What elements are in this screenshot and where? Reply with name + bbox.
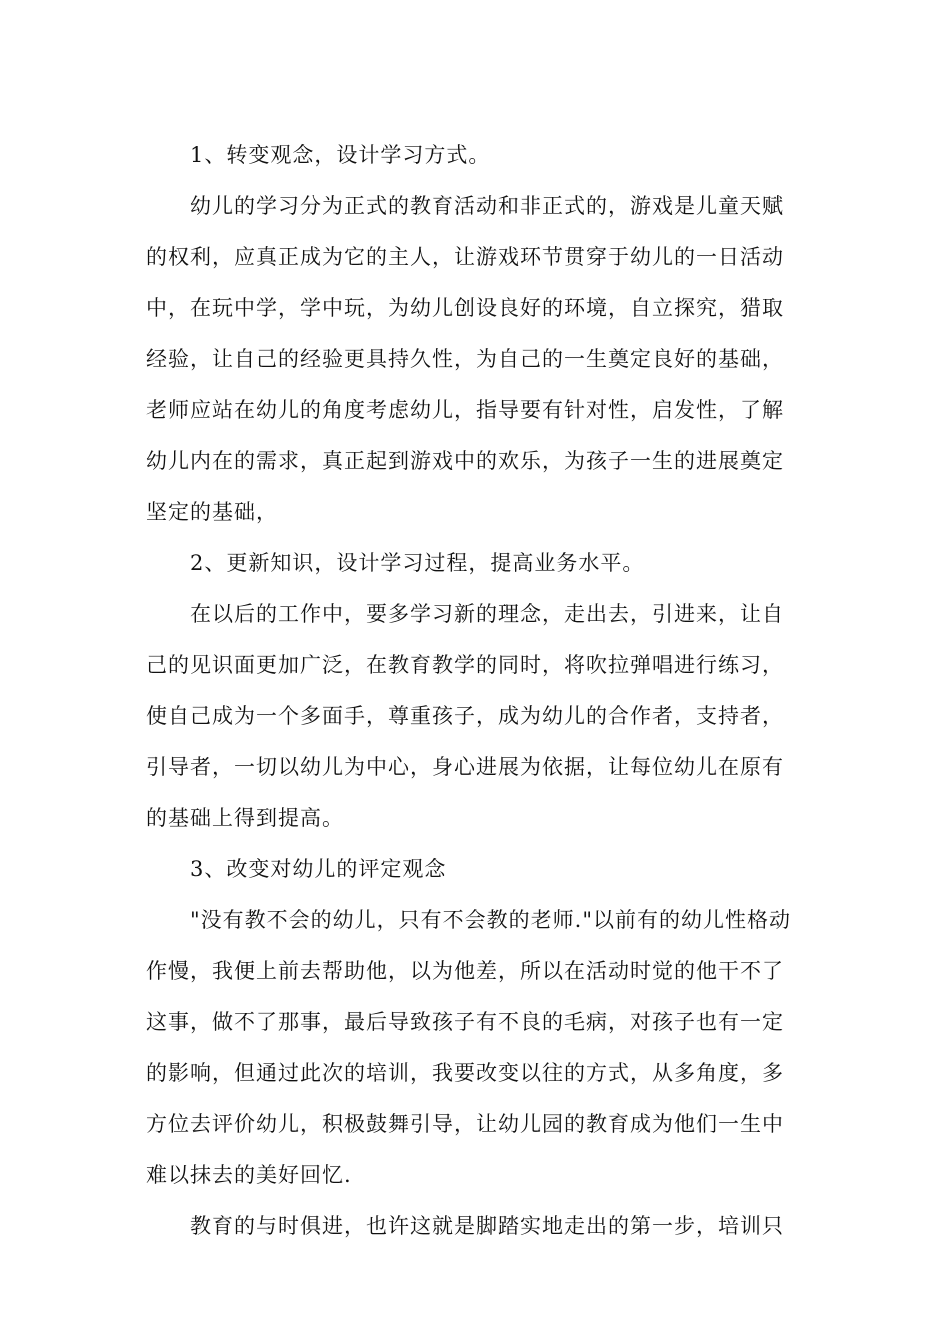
paragraph-line: 的影响，但通过此次的培训，我要改变以往的方式，从多角度，多 (146, 1061, 784, 1085)
paragraph-line: 中，在玩中学，学中玩，为幼儿创设良好的环境，自立探究，猎取 (146, 296, 784, 320)
paragraph-line: 难以抹去的美好回忆. (146, 1163, 352, 1187)
paragraph-line: 使自己成为一个多面手，尊重孩子，成为幼儿的合作者，支持者， (146, 704, 784, 728)
heading-3: 3、改变对幼儿的评定观念 (190, 857, 447, 881)
heading-2: 2、更新知识，设计学习过程，提高业务水平。 (190, 551, 645, 575)
heading-1: 1、转变观念，设计学习方式。 (190, 143, 491, 167)
paragraph-line: "没有教不会的幼儿，只有不会教的老师."以前有的幼儿性格动 (190, 908, 791, 932)
paragraph-line: 引导者，一切以幼儿为中心，身心进展为依据，让每位幼儿在原有 (146, 755, 784, 779)
paragraph-line: 幼儿的学习分为正式的教育活动和非正式的，游戏是儿童天赋 (190, 194, 784, 218)
paragraph-line: 己的见识面更加广泛，在教育教学的同时，将吹拉弹唱进行练习， (146, 653, 784, 677)
paragraph-line: 这事，做不了那事，最后导致孩子有不良的毛病，对孩子也有一定 (146, 1010, 784, 1034)
document-body (146, 130, 816, 1252)
paragraph-line: 老师应站在幼儿的角度考虑幼儿，指导要有针对性，启发性，了解 (146, 398, 784, 422)
paragraph-line: 的权利，应真正成为它的主人，让游戏环节贯穿于幼儿的一日活动 (146, 245, 784, 269)
paragraph-line: 方位去评价幼儿，积极鼓舞引导，让幼儿园的教育成为他们一生中 (146, 1112, 784, 1136)
paragraph-line: 的基础上得到提高。 (146, 806, 344, 830)
paragraph-line: 在以后的工作中，要多学习新的理念，走出去，引进来，让自 (190, 602, 784, 626)
paragraph-line: 幼儿内在的需求，真正起到游戏中的欢乐，为孩子一生的进展奠定 (146, 449, 784, 473)
paragraph-line: 作慢，我便上前去帮助他，以为他差，所以在活动时觉的他干不了 (146, 959, 784, 983)
paragraph-line: 坚定的基础， (146, 500, 278, 524)
paragraph-line: 教育的与时俱进，也许这就是脚踏实地走出的第一步，培训只 (190, 1214, 784, 1238)
paragraph-line: 经验，让自己的经验更具持久性，为自己的一生奠定良好的基础， (146, 347, 784, 371)
